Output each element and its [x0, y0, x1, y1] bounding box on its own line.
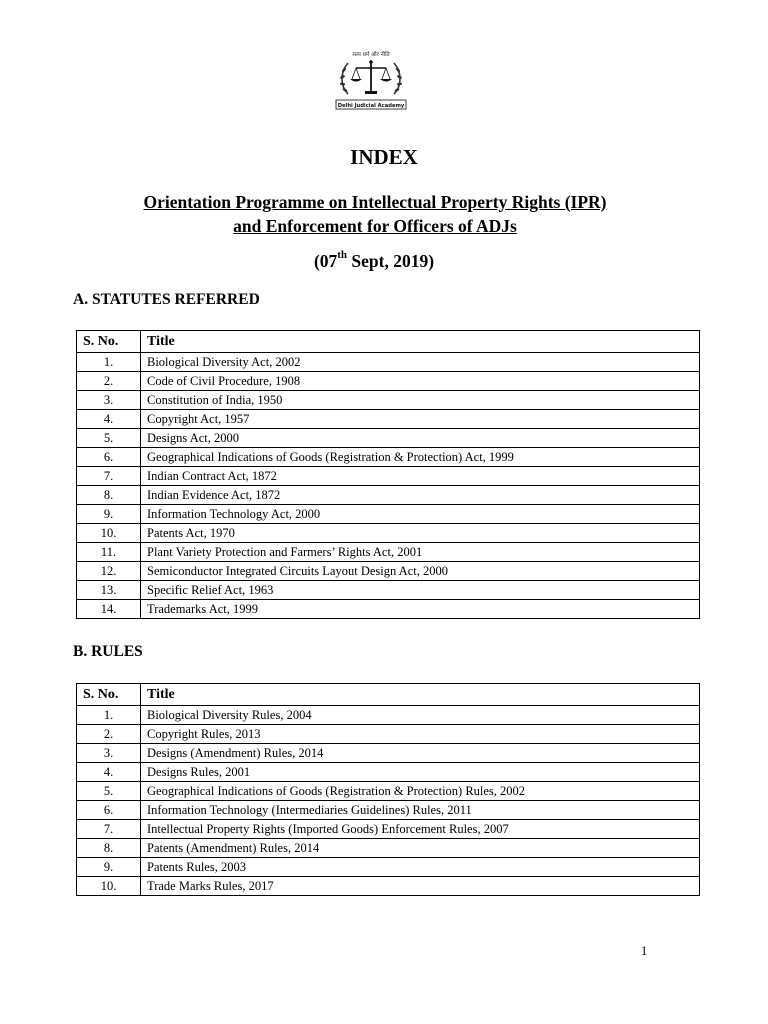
date-prefix: (07	[313, 251, 338, 271]
date-superscript: th	[337, 249, 348, 262]
row-title: Constitution of India, 1950	[141, 391, 700, 410]
row-title: Semiconductor Integrated Circuits Layout Design Act, 2000	[141, 562, 700, 581]
row-title: Geographical Indications of Goods (Registration & Protection) Rules, 2002	[141, 782, 700, 801]
row-title: Copyright Act, 1957	[141, 410, 700, 429]
row-serial-number: 9.	[77, 505, 141, 524]
table-row	[77, 801, 700, 820]
row-serial-number: 10.	[77, 524, 141, 543]
row-title: Geographical Indications of Goods (Registration & Protection) Act, 1999	[141, 448, 700, 467]
row-serial-number: 7.	[77, 820, 141, 839]
table-row	[77, 782, 700, 801]
scales-of-justice-emblem-icon	[334, 48, 408, 112]
row-serial-number: 4.	[77, 763, 141, 782]
programme-date	[0, 251, 748, 272]
row-serial-number: 11.	[77, 543, 141, 562]
row-title: Patents Act, 1970	[141, 524, 700, 543]
table-row	[77, 858, 700, 877]
row-title: Designs (Amendment) Rules, 2014	[141, 744, 700, 763]
delhi-judicial-academy-logo	[334, 48, 408, 112]
row-serial-number: 12.	[77, 562, 141, 581]
row-serial-number: 6.	[77, 801, 141, 820]
table-row	[77, 839, 700, 858]
row-title: Code of Civil Procedure, 1908	[141, 372, 700, 391]
table-row	[77, 763, 700, 782]
programme-title-line-2: and Enforcement for Officers of ADJs	[233, 216, 517, 236]
row-serial-number: 5.	[77, 782, 141, 801]
row-title: Biological Diversity Rules, 2004	[141, 706, 700, 725]
row-title: Trade Marks Rules, 2017	[141, 877, 700, 896]
programme-title-line-1: Orientation Programme on Intellectual Property Rights (IPR)	[143, 192, 607, 212]
row-serial-number: 1.	[77, 706, 141, 725]
row-title: Patents Rules, 2003	[141, 858, 700, 877]
row-title: Intellectual Property Rights (Imported Goods) Enforcement Rules, 2007	[141, 820, 700, 839]
page-number: 1	[641, 944, 648, 958]
page-title: INDEX	[350, 145, 418, 169]
table-row	[77, 505, 700, 524]
row-serial-number: 5.	[77, 429, 141, 448]
row-serial-number: 1.	[77, 353, 141, 372]
row-serial-number: 13.	[77, 581, 141, 600]
row-title: Indian Contract Act, 1872	[141, 467, 700, 486]
column-header-sno: S. No.	[77, 684, 141, 706]
row-serial-number: 3.	[77, 391, 141, 410]
column-header-sno: S. No.	[77, 331, 141, 353]
table-row	[77, 706, 700, 725]
table-row	[77, 391, 700, 410]
table-row	[77, 562, 700, 581]
row-serial-number: 6.	[77, 448, 141, 467]
table-header-row	[77, 684, 700, 706]
table-row	[77, 725, 700, 744]
row-title: Biological Diversity Act, 2002	[141, 353, 700, 372]
row-title: Trademarks Act, 1999	[141, 600, 700, 619]
row-serial-number: 7.	[77, 467, 141, 486]
column-header-title: Title	[141, 331, 700, 353]
table-row	[77, 524, 700, 543]
row-title: Information Technology Act, 2000	[141, 505, 700, 524]
section-a-heading: A. STATUTES REFERRED	[73, 291, 260, 308]
svg-text:सत्य धर्म और नीति: सत्य धर्म और नीति	[352, 52, 390, 58]
table-row	[77, 429, 700, 448]
row-title: Patents (Amendment) Rules, 2014	[141, 839, 700, 858]
table-row	[77, 467, 700, 486]
row-serial-number: 2.	[77, 372, 141, 391]
table-row	[77, 372, 700, 391]
row-serial-number: 3.	[77, 744, 141, 763]
table-header-row	[77, 331, 700, 353]
table-row	[77, 410, 700, 429]
table-row	[77, 820, 700, 839]
programme-title	[0, 190, 750, 238]
table-row	[77, 581, 700, 600]
row-title: Indian Evidence Act, 1872	[141, 486, 700, 505]
row-serial-number: 9.	[77, 858, 141, 877]
row-title: Information Technology (Intermediaries Guidelines) Rules, 2011	[141, 801, 700, 820]
row-serial-number: 8.	[77, 486, 141, 505]
table-row	[77, 353, 700, 372]
row-title: Copyright Rules, 2013	[141, 725, 700, 744]
table-row	[77, 877, 700, 896]
row-title: Plant Variety Protection and Farmers’ Rights Act, 2001	[141, 543, 700, 562]
table-row	[77, 448, 700, 467]
row-title: Specific Relief Act, 1963	[141, 581, 700, 600]
row-serial-number: 2.	[77, 725, 141, 744]
date-suffix: Sept, 2019)	[347, 251, 435, 271]
row-serial-number: 14.	[77, 600, 141, 619]
rules-table	[76, 683, 700, 896]
table-row	[77, 543, 700, 562]
row-serial-number: 10.	[77, 877, 141, 896]
table-row	[77, 600, 700, 619]
row-serial-number: 8.	[77, 839, 141, 858]
table-row	[77, 744, 700, 763]
statutes-table	[76, 330, 700, 619]
row-serial-number: 4.	[77, 410, 141, 429]
row-title: Designs Act, 2000	[141, 429, 700, 448]
table-row	[77, 486, 700, 505]
column-header-title: Title	[141, 684, 700, 706]
svg-text:Delhi Judicial Academy: Delhi Judicial Academy	[337, 102, 405, 109]
section-b-heading: B. RULES	[73, 643, 143, 660]
row-title: Designs Rules, 2001	[141, 763, 700, 782]
